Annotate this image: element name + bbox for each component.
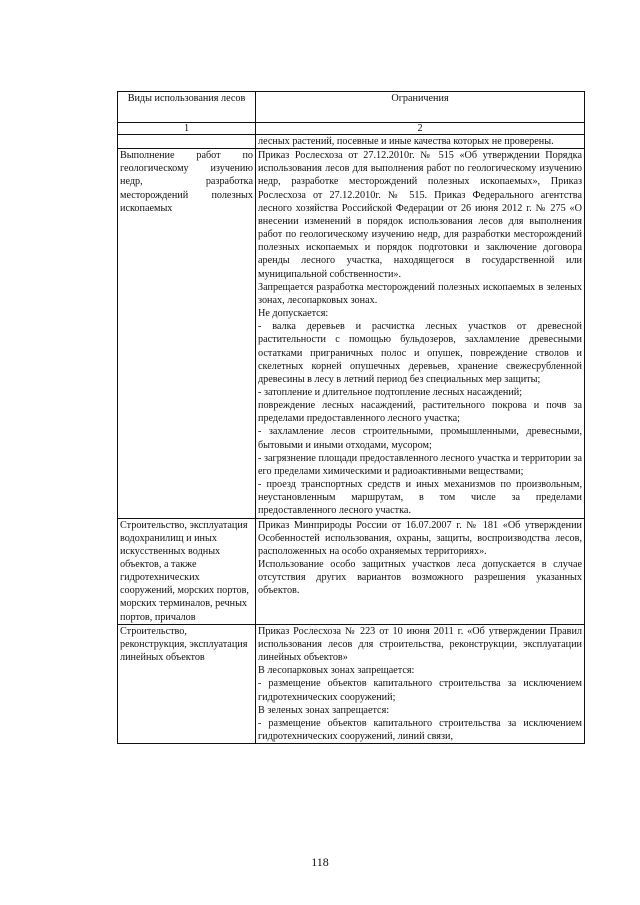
header-col-restrictions: Ограничения [256, 92, 585, 123]
restrictions-cell [256, 518, 585, 624]
usage-type-cell: Строительство, реконструкция, эксплуатация линейных объектов [118, 624, 256, 743]
restrictions-cell [256, 624, 585, 743]
header-num-2: 2 [256, 123, 585, 135]
restriction-text: В лесопарковых зонах запрещается: [258, 665, 415, 677]
restrictions-table [117, 91, 585, 744]
restriction-text: Использование особо защитных участков леса допускается в случае отсутствия других вариантов возможного разрешения указанных объектов. [258, 559, 582, 597]
restriction-text: Приказ Рослесхоза от 27.12.2010г. № 515 «Об утверждении Порядка использования лесов для выполнения работ по геологическому изучению недр, разработке месторождений полезных ископаемых», Приказ Рослесхоза от 27.12.2010г. № 515. Приказ Федерального агентства лесного хозяйства Российской Федерации от 26 июня 2012 г. № 275 «О внесении изменений в порядок использования лесов для выполнения работ по геологическому изучению недр, для разработки месторождений полезных ископаемых и порядок подготовки и заключение договора аренды лесного участка, находящегося в государственной или муниципальной собственности». [258, 150, 582, 280]
usage-type-cell: Выполнение работ по геологическому изучению недр, разработка месторождений полезных ископаемых [118, 149, 256, 518]
restriction-text: - размещение объектов капитального строительства за исключением гидротехнических сооружений; [258, 678, 582, 703]
restrictions-cell [256, 149, 585, 518]
header-num-1: 1 [118, 123, 256, 135]
restriction-text: Приказ Рослесхоза № 223 от 10 июня 2011 г. «Об утверждении Правил использования лесов для строительства, реконструкции, эксплуатации линейных объектов» [258, 625, 582, 664]
table-row [118, 624, 585, 743]
table-row [118, 135, 585, 149]
restriction-text: Приказ Минприроды России от 16.07.2007 г. № 181 «Об утверждении Особенностей использования, охраны, защиты, воспроизводства лесов, расположенных на особо охраняемых территориях». [258, 519, 582, 557]
restriction-text: В зеленых зонах запрещается: [258, 704, 390, 716]
table-header-row [118, 92, 585, 123]
page-number: 118 [311, 855, 329, 869]
restriction-text: - захламление лесов строительными, промышленными, древесными, бытовыми и иными отходами, мусором; [258, 426, 582, 451]
table-row [118, 149, 585, 518]
restriction-text: Не допускается: [258, 308, 329, 320]
restriction-text: - проезд транспортных средств и иных механизмов по произвольным, неустановленным маршрутам, в том числе за пределами предоставленного лесного участка. [258, 479, 582, 517]
restriction-text: лесных растений, посевные и иные качества которых не проверены. [258, 136, 554, 147]
usage-type-cell: Строительство, эксплуатация водохранилищ и иных искусственных водных объектов, а также гидротехнических сооружений, морских портов, морских терминалов, речных портов, причалов [118, 518, 256, 624]
restriction-text: повреждение лесных насаждений, растительного покрова и почв за пределами предоставленного лесного участка; [258, 400, 582, 425]
header-col-usage-types: Виды использования лесов [118, 92, 256, 123]
usage-type-cell [118, 135, 256, 149]
restriction-text: - размещение объектов капитального строительства за исключением гидротехнических сооружений, линий связи, [258, 717, 582, 743]
table-number-row [118, 123, 585, 135]
restriction-text: - загрязнение площади предоставленного лесного участка и территории за его пределами химическими и радиоактивными веществами; [258, 452, 582, 477]
table-row [118, 518, 585, 624]
restrictions-cell [256, 135, 585, 149]
restriction-text: - затопление и длительное подтопление лесных насаждений; [258, 386, 523, 398]
restriction-text: - валка деревьев и расчистка лесных участков от древесной растительности с помощью бульдозеров, захламление древесными остатками приграничных полос и опушек, повреждение стволов и скелетных корней опушечных деревьев, хранение свежесрубленной древесины в лесу в летний период без специальных мер защиты; [258, 321, 582, 385]
restriction-text: Запрещается разработка месторождений полезных ископаемых в зеленых зонах, лесопарковых зонах. [258, 281, 582, 306]
